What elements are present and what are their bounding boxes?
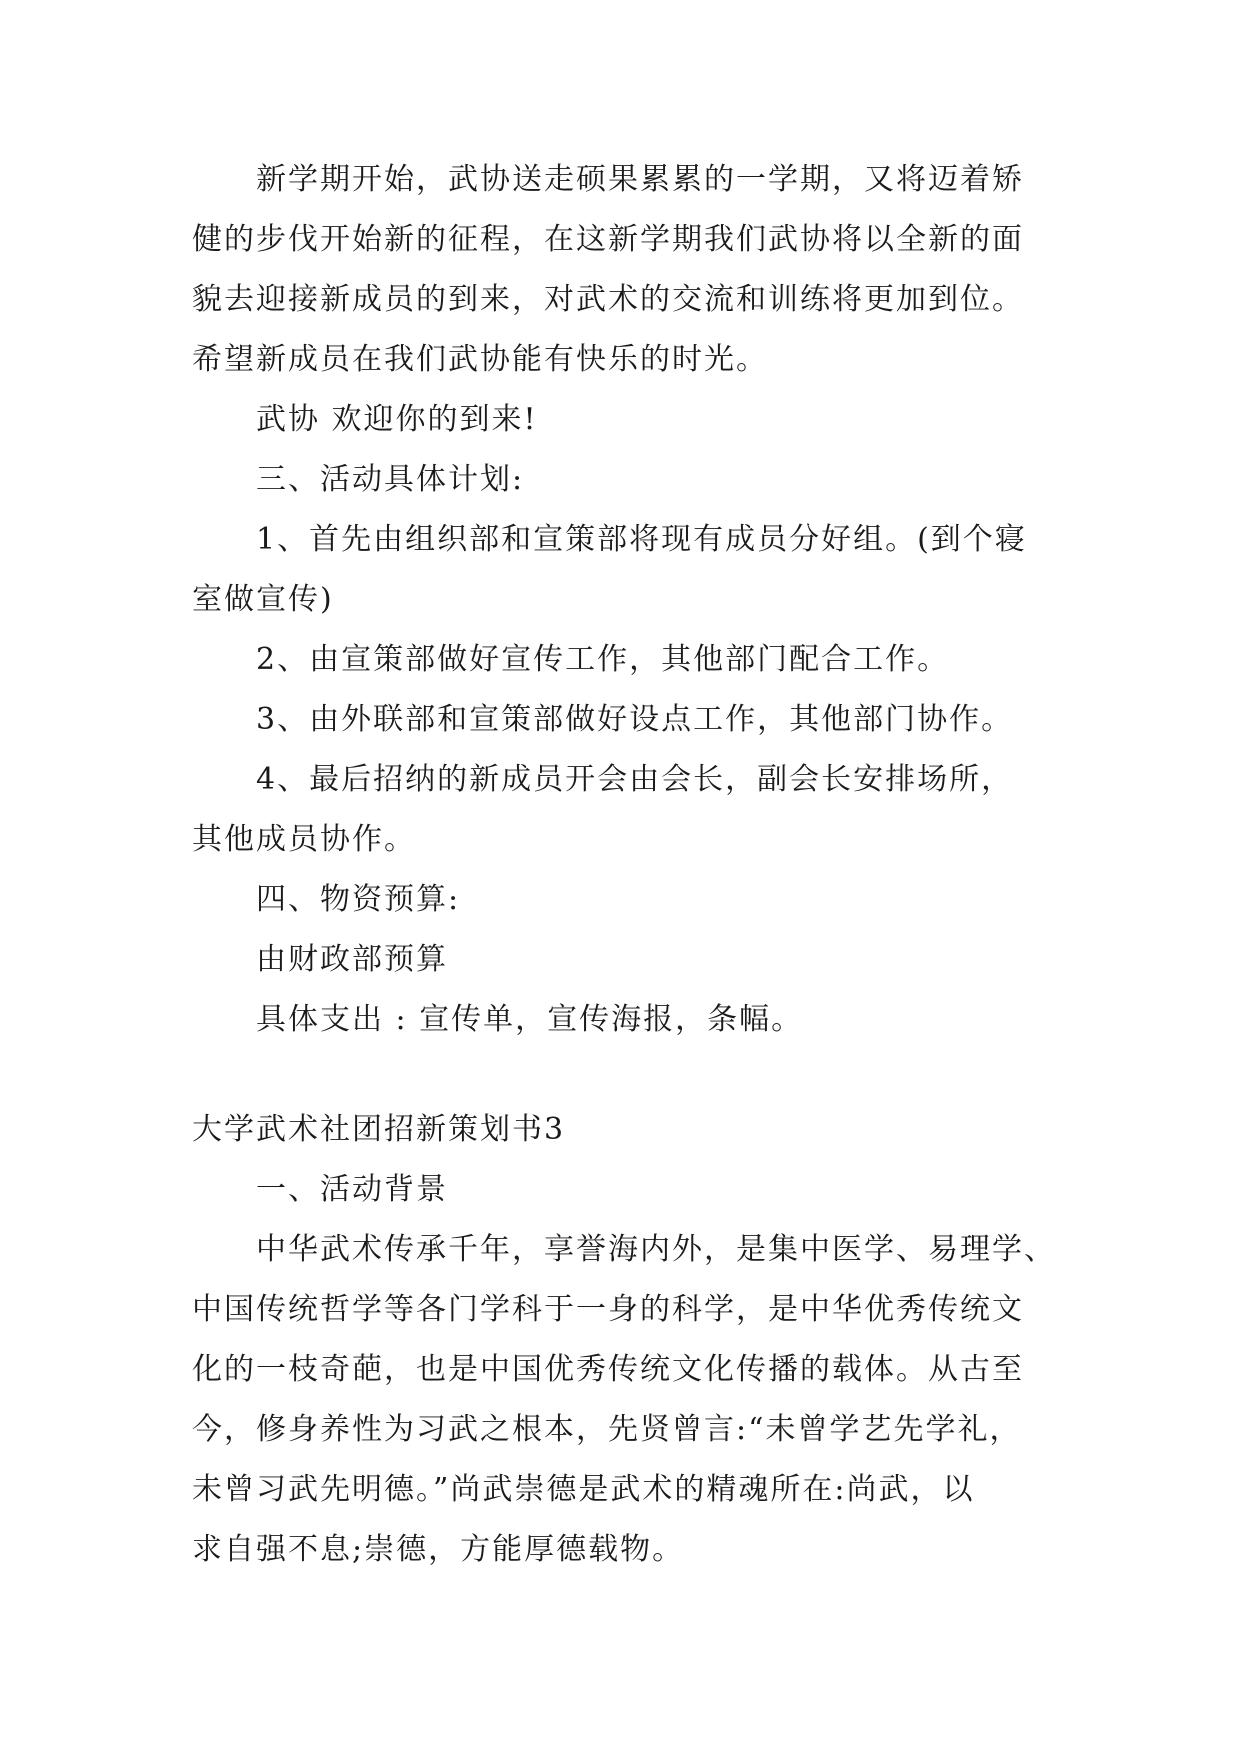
- section-four-heading: 四、物资预算:: [256, 882, 461, 917]
- doc3-background-line-2: 中国传统哲学等各门学科于一身的科学，是中华优秀传统文: [192, 1292, 1024, 1327]
- doc3-title: 大学武术社团招新策划书3: [192, 1112, 566, 1147]
- plan-item-3: 3、由外联部和宣策部做好设点工作，其他部门协作。: [256, 702, 1014, 737]
- doc3-background-line-3: 化的一枝奇葩，也是中国优秀传统文化传播的载体。从古至: [192, 1352, 1024, 1387]
- plan-item-4-line-1: 4、最后招纳的新成员开会由会长，副会长安排场所，: [256, 762, 1014, 797]
- section-gap: [192, 1050, 1072, 1100]
- section-three-heading: 三、活动具体计划:: [256, 462, 525, 497]
- plan-item-1-line-2: 室做宣传): [192, 582, 334, 617]
- welcome-line: 武协 欢迎你的到来!: [256, 402, 538, 437]
- doc3-background-line-5: 未曾习武先明德。”尚武崇德是武术的精魂所在:尚武，以: [192, 1472, 975, 1507]
- paragraph-1-line-3: 貌去迎接新成员的到来，对武术的交流和训练将更加到位。: [192, 282, 1024, 317]
- document-page: [192, 150, 1072, 1580]
- paragraph-1-line-2: 健的步伐开始新的征程，在这新学期我们武协将以全新的面: [192, 222, 1024, 257]
- paragraph-1-line-1: 新学期开始，武协送走硕果累累的一学期，又将迈着矫: [256, 162, 1024, 197]
- plan-item-1-line-1: 1、首先由组织部和宣策部将现有成员分好组。(到个寝: [256, 522, 1027, 557]
- plan-item-4-line-2: 其他成员协作。: [192, 822, 416, 857]
- doc3-background-line-1: 中华武术传承千年，享誉海内外，是集中医学、易理学、: [256, 1232, 1056, 1267]
- plan-item-2: 2、由宣策部做好宣传工作，其他部门配合工作。: [256, 642, 950, 677]
- doc3-background-line-6: 求自强不息;崇德，方能厚德载物。: [192, 1532, 685, 1567]
- doc3-section-one-heading: 一、活动背景: [256, 1172, 448, 1207]
- paragraph-1-line-4: 希望新成员在我们武协能有快乐的时光。: [192, 342, 768, 377]
- doc3-background-line-4: 今，修身养性为习武之根本，先贤曾言:“未曾学艺先学礼，: [192, 1412, 1022, 1447]
- budget-line: 由财政部预算: [256, 942, 448, 977]
- expense-line: 具体支出 : 宣传单，宣传海报，条幅。: [256, 1002, 804, 1037]
